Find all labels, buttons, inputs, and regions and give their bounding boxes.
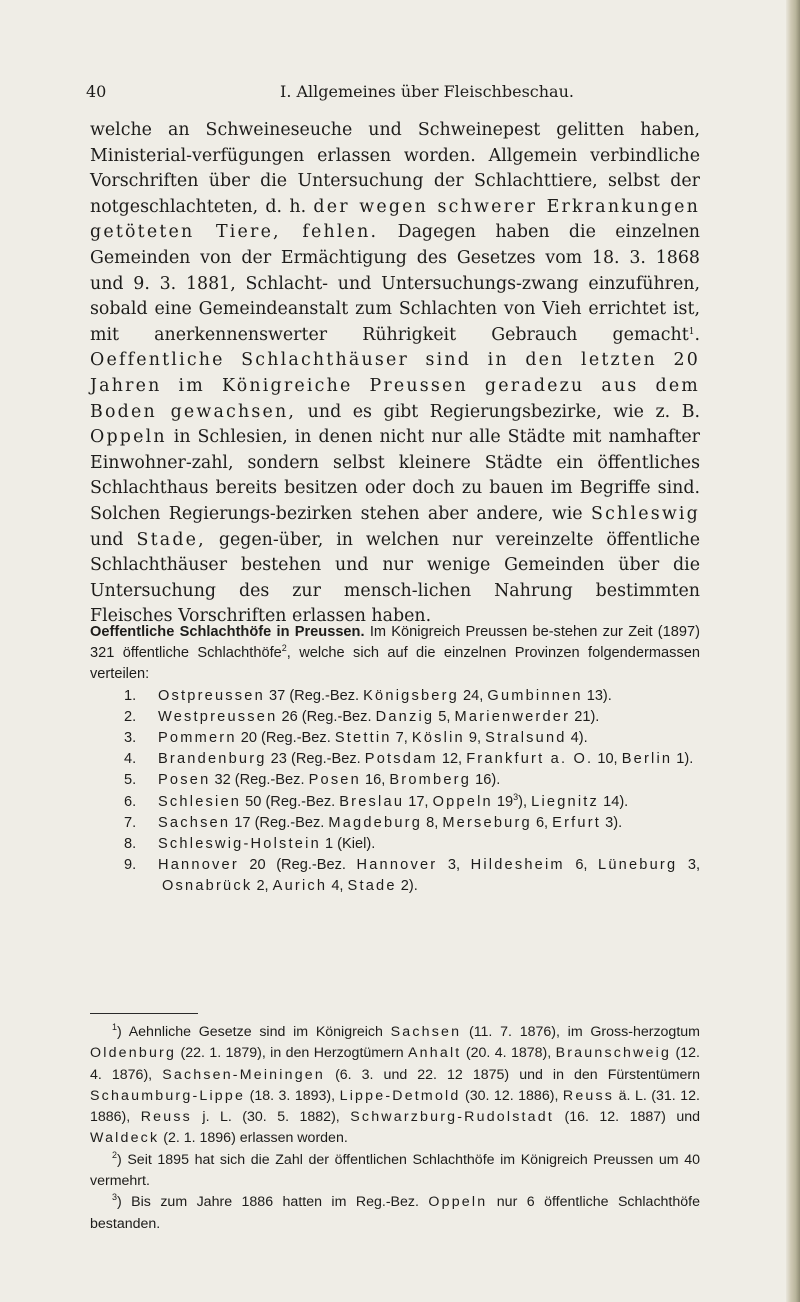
slaughterhouse-section: [90, 622, 700, 898]
place-name: Stade,: [136, 529, 206, 550]
footnote-3: $^3$) Bis zum Jahre 1886 hatten im Reg.-Bez. Oppeln nur 6 öffentliche Schlachthöfe bestanden.: [90, 1192, 700, 1232]
footnote-ref[interactable]: 1: [688, 326, 695, 337]
list-item: 4. Brandenburg 23 (Reg.-Bez. Potsdam 12, Frankfurt a. O. 10, Berlin 1).: [124, 751, 694, 768]
paragraph: welche an Schweineseuche und Schweinepest gelitten haben, Ministerial-verfügungen erlassen worden. Allgemein verbindliche Vorschriften über die Untersuchung der Schlachttiere, selbst der notgeschlachteten, d. h. der wegen schwerer Erkrankungen getöteten Tiere, fehlen. Dagegen haben die einzelnen Gemeinden von der Ermächtigung des Gesetzes vom 18. 3. 1868 und 9. 3. 1881, Schlacht- und Untersuchungs-zwang einzuführen, sobald eine Gemeindeanstalt zum Schlachten von Vieh errichtet ist, mit anerkennenswerter Rührigkeit Gebrauch gemacht$^1$. Oeffentliche Schlachthäuser sind in den letzten 20 Jahren im Königreiche Preussen geradezu aus dem Boden gewachsen, und es gibt Regierungsbezirke, wie z. B. Oppeln in Schlesien, in denen nicht nur alle Städte mit namhafter Einwohner-zahl, sondern selbst kleinere Städte ein öffentliches Schlachthaus bereits besitzen oder doch zu bauen im Begriffe sind. Solchen Regierungs-bezirken stehen aber andere, wie Schleswig und Stade, gegen-über, in welchen nur vereinzelte öffentliche Schlachthäuser bestehen und nur wenige Gemeinden über die Untersuchung des zur mensch-lichen Nahrung bestimmten Fleisches Vorschriften erlassen haben.: [90, 120, 700, 627]
list-item: 9. Hannover 20 (Reg.-Bez. Hannover 3, Hildesheim 6, Lüneburg 3, Osnabrück 2, Aurich 4, Stade 2).: [124, 857, 700, 895]
list-item: 8. Schleswig-Holstein 1 (Kiel).: [124, 836, 376, 853]
province-list: [90, 686, 700, 898]
book-spine-edge: [786, 0, 800, 1302]
section-title: Oeffentliche Schlachthöfe in Preussen.: [90, 624, 365, 640]
list-item: 2. Westpreussen 26 (Reg.-Bez. Danzig 5, Marienwerder 21).: [124, 708, 600, 725]
page-number: 40: [86, 82, 107, 101]
section-intro: Oeffentliche Schlachthöfe in Preussen. Im Königreich Preussen be-stehen zur Zeit (1897) 321 öffentliche Schlachthöfe$^2$, welche sich auf die einzelnen Provinzen folgendermassen verteilen:: [90, 624, 700, 683]
footnote-divider: [90, 1013, 198, 1014]
footnote-2: $^2$) Seit 1895 hat sich die Zahl der öffentlichen Schlachthöfe im Königreich Preussen um 40 vermehrt.: [90, 1149, 700, 1190]
list-item: 1. Ostpreussen 37 (Reg.-Bez. Königsberg 24, Gumbinnen 13).: [124, 687, 612, 704]
footnotes: [90, 1022, 700, 1235]
footnote-ref[interactable]: 2: [281, 643, 287, 654]
main-text: [90, 118, 700, 630]
list-item: 5. Posen 32 (Reg.-Bez. Posen 16, Bromberg 16).: [124, 772, 501, 789]
place-name: Oppeln: [90, 427, 167, 448]
footnote-ref[interactable]: 3: [513, 791, 519, 802]
list-item: 6. Schlesien 50 (Reg.-Bez. Breslau 17, Oppeln $19^3$), Liegnitz 14).: [124, 791, 629, 810]
list-item: 3. Pommern 20 (Reg.-Bez. Stettin 7, Köslin 9, Stralsund 4).: [124, 730, 588, 747]
list-item: 7. Sachsen 17 (Reg.-Bez. Magdeburg 8, Merseburg 6, Erfurt 3).: [124, 814, 623, 831]
running-title: I. Allgemeines über Fleischbeschau.: [280, 82, 574, 101]
footnote-1: $^1$) Aehnliche Gesetze sind im Königreich Sachsen (11. 7. 1876), im Gross-herzogtum Oldenburg (22. 1. 1879), in den Herzogtümern Anhalt (20. 4. 1878), Braunschweig (12. 4. 1876), Sachsen-Meiningen (6. 3. und 22. 12 1875) und in den Fürstentümern Schaumburg-Lippe (18. 3. 1893), Lippe-Detmold (30. 12. 1886), Reuss ä. L. (31. 12. 1886), Reuss j. L. (30. 5. 1882), Schwarzburg-Rudolstadt (16. 12. 1887) und Waldeck (2. 1. 1896) erlassen worden.: [90, 1022, 701, 1147]
place-name: Schleswig: [590, 503, 700, 524]
page-header: [86, 82, 706, 106]
emphasis: Oeffentliche Schlachthäuser sind in den letzten 20 Jahren im Königreiche Preussen geradezu aus dem Boden gewachsen,: [90, 350, 700, 422]
emphasis: der wegen schwerer Erkrankungen getöteten Tiere, fehlen.: [90, 196, 700, 243]
